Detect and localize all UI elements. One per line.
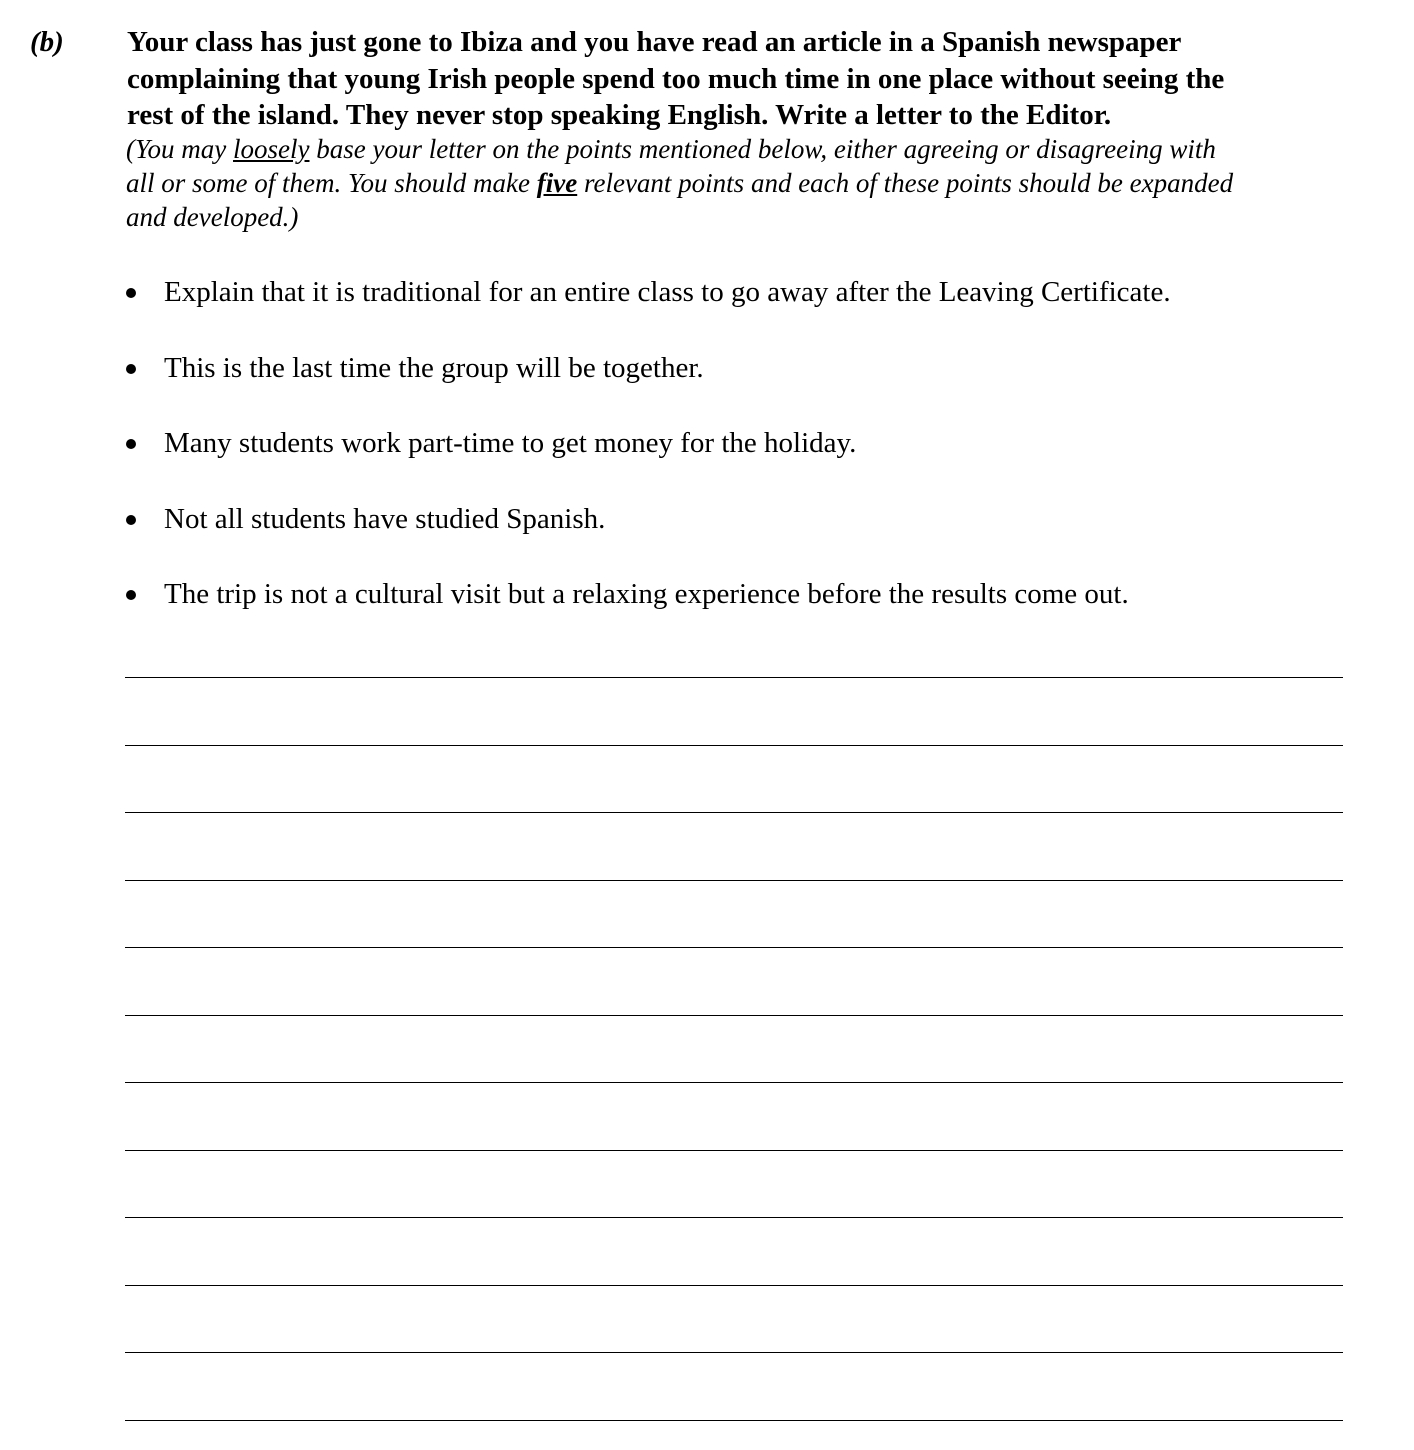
instructions-text: (You may xyxy=(126,134,234,164)
answer-line[interactable] xyxy=(125,1082,1343,1083)
five-emphasis: five xyxy=(536,168,578,198)
answer-line[interactable] xyxy=(125,677,1343,678)
prompt-line: rest of the island. They never stop speaking English. Write a letter to the Editor. xyxy=(127,99,1112,131)
answer-line[interactable] xyxy=(125,1420,1343,1421)
instructions-text: base your letter on the points mentioned below, either agreeing or disagreeing with xyxy=(309,134,1216,164)
bullet-icon xyxy=(126,590,136,600)
answer-line[interactable] xyxy=(125,1150,1343,1151)
point-item xyxy=(122,424,1171,462)
answer-line[interactable] xyxy=(125,1217,1343,1218)
point-item xyxy=(122,500,1171,538)
bullet-icon xyxy=(126,364,136,374)
question-prompt xyxy=(127,24,1357,134)
points-list xyxy=(122,273,1171,651)
answer-line[interactable] xyxy=(125,1285,1343,1286)
question-part-label: (b) xyxy=(30,26,64,58)
instructions-line: and developed.) xyxy=(126,202,299,232)
loosely-underlined: loosely xyxy=(233,134,310,164)
instructions-text: relevant points and each of these points should be expanded xyxy=(577,168,1234,198)
answer-line[interactable] xyxy=(125,812,1343,813)
answer-line[interactable] xyxy=(125,947,1343,948)
point-item xyxy=(122,575,1171,613)
point-text: Not all students have studied Spanish. xyxy=(164,502,606,535)
prompt-line: complaining that young Irish people spend too much time in one place without seeing the xyxy=(127,62,1225,95)
bullet-icon xyxy=(126,288,136,298)
point-item xyxy=(122,273,1171,311)
answer-line[interactable] xyxy=(125,1015,1343,1016)
point-text: This is the last time the group will be together. xyxy=(164,351,704,384)
point-text: The trip is not a cultural visit but a relaxing experience before the results come out. xyxy=(164,578,1129,610)
instructions-text: all or some of them. You should make xyxy=(126,168,537,198)
point-text: Many students work part-time to get money for the holiday. xyxy=(164,427,857,459)
answer-line[interactable] xyxy=(125,745,1343,746)
prompt-line: Your class has just gone to Ibiza and you have read an article in a Spanish newspaper xyxy=(127,26,1182,58)
answer-line[interactable] xyxy=(125,1352,1343,1353)
bullet-icon xyxy=(126,439,136,449)
point-item xyxy=(122,349,1171,387)
bullet-icon xyxy=(126,515,136,525)
instructions-line xyxy=(126,132,1366,166)
instructions-line xyxy=(126,166,1366,200)
answer-line[interactable] xyxy=(125,880,1343,881)
question-instructions xyxy=(126,132,1366,234)
point-text: Explain that it is traditional for an entire class to go away after the Leaving Certificate. xyxy=(164,276,1171,308)
